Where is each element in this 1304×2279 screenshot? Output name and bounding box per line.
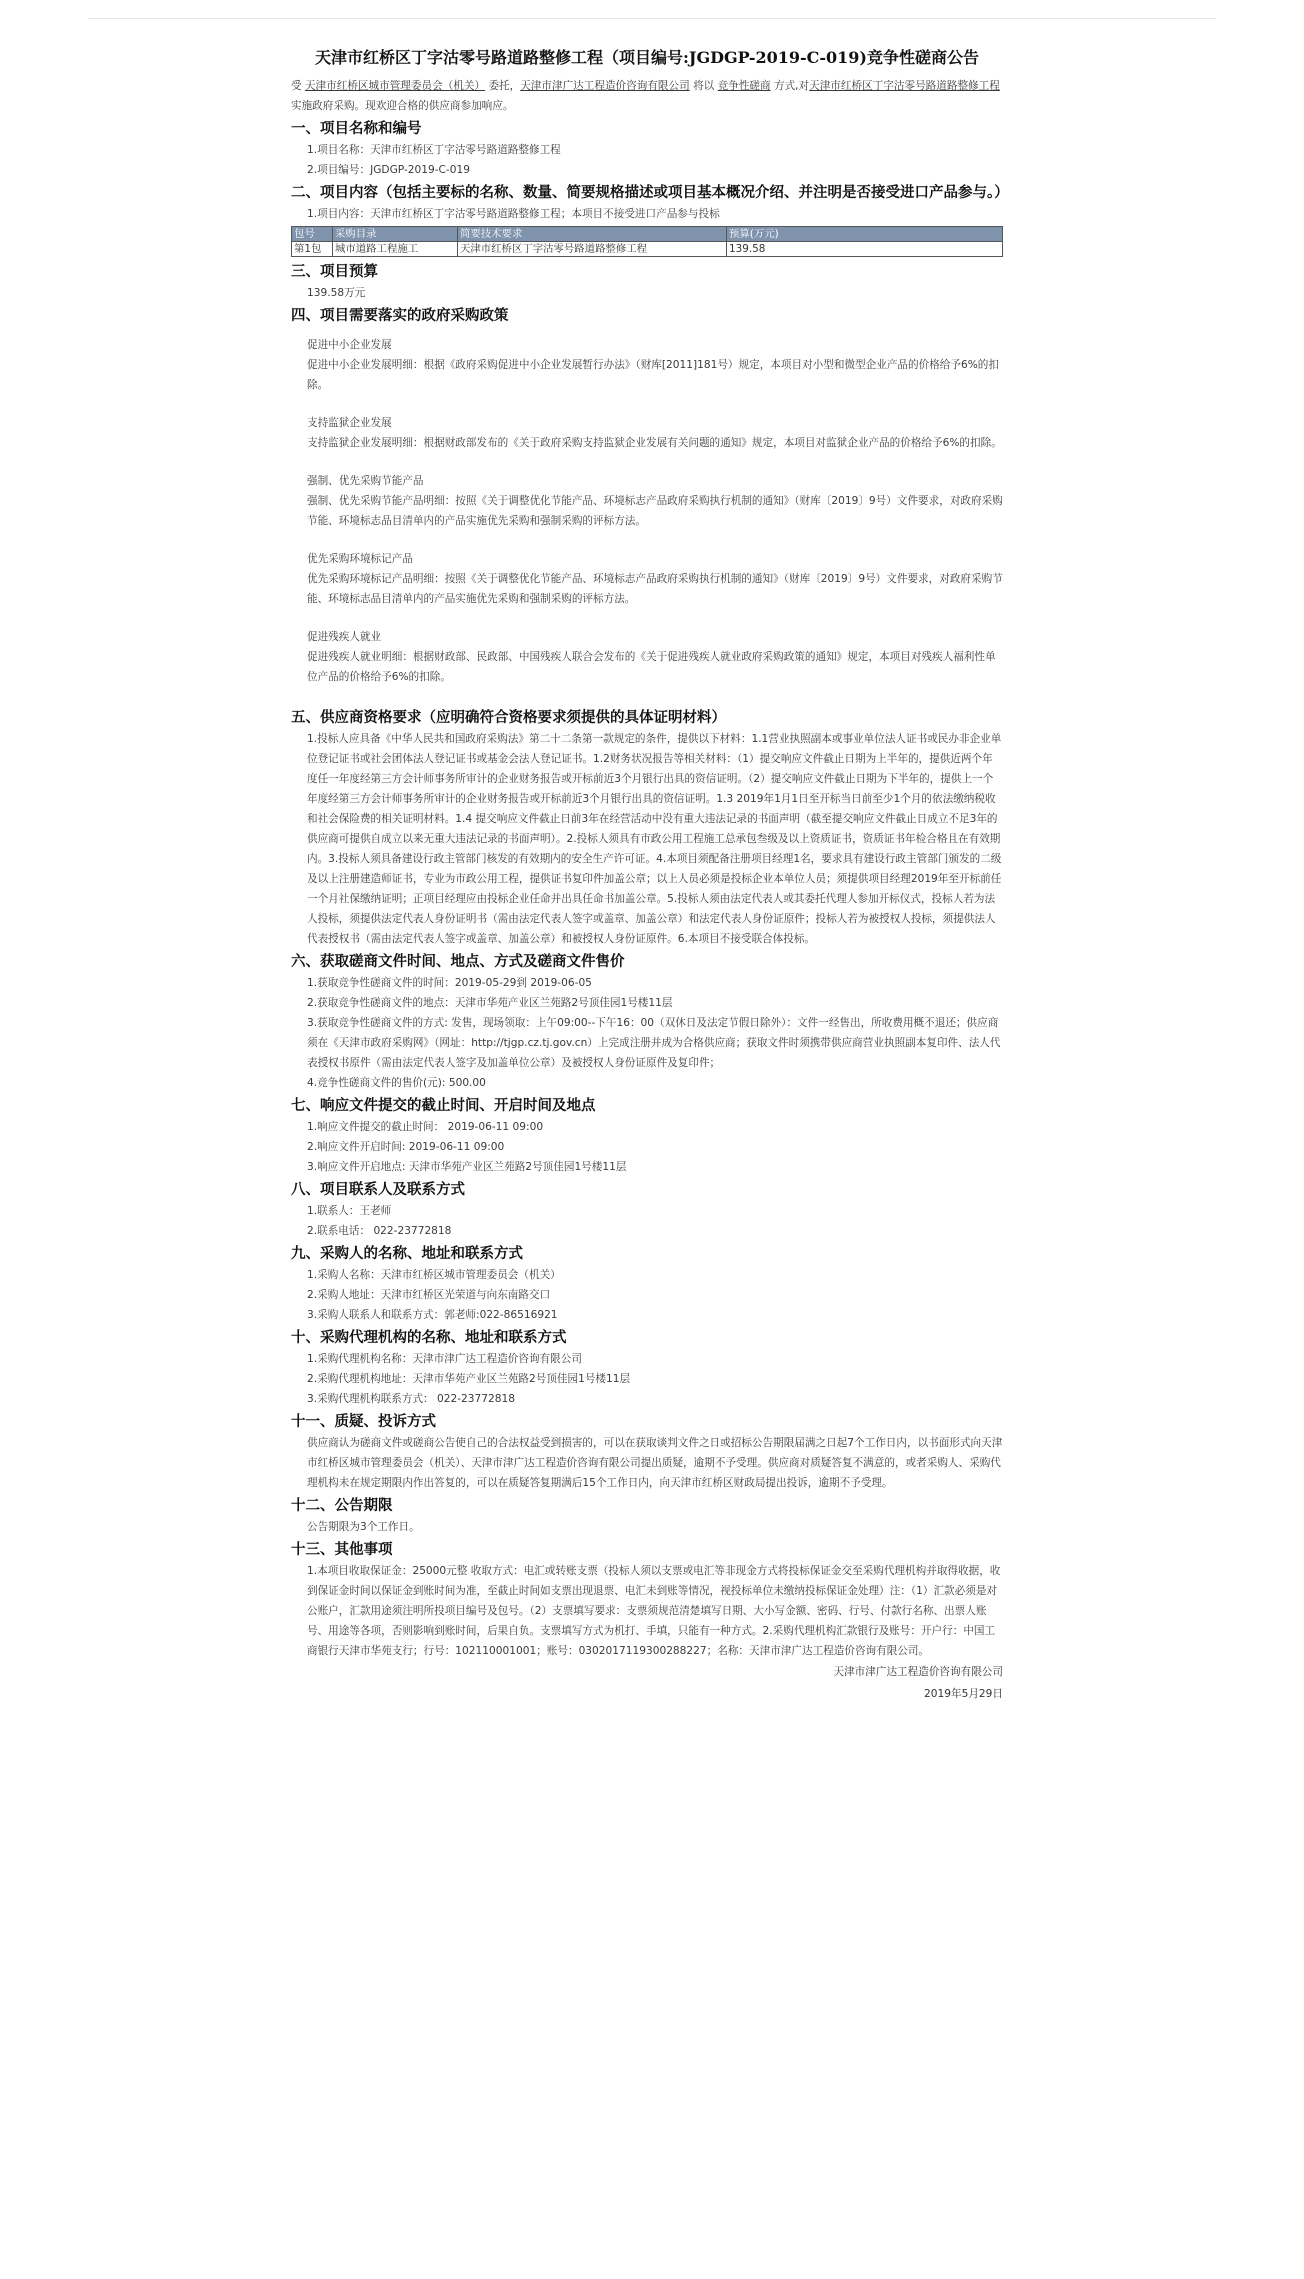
intro-text: 方式,对 (774, 80, 810, 92)
policy-title: 促进中小企业发展 (307, 339, 392, 351)
page-title: 天津市红桥区丁字沽零号路道路整修工程（项目编号:JGDGP-2019-C-019)竞争性磋商公告 (315, 48, 979, 67)
purchaser-contact-line: 3.采购人联系人和联系方式：郭老师:022-86516921 (307, 1309, 558, 1321)
policy-text: 支持监狱企业发展明细：根据财政部发布的《关于政府采购支持监狱企业发展有关问题的通知》规定，本项目对监狱企业产品的价格给予6%的扣除。 (307, 437, 1002, 449)
policy-title: 促进残疾人就业 (307, 631, 382, 643)
table-cell: 天津市红桥区丁字沽零号路道路整修工程 (458, 242, 727, 257)
intro-text: 委托， (488, 80, 521, 92)
section-8-heading: 八、项目联系人及联系方式 (291, 1181, 465, 1198)
section-12-heading: 十二、公告期限 (291, 1497, 393, 1514)
agency-contact-line: 3.采购代理机构联系方式： 022-23772818 (307, 1393, 515, 1405)
notice-period-line: 公告期限为3个工作日。 (307, 1521, 420, 1533)
policy-title: 支持监狱企业发展 (307, 417, 392, 429)
deadline-line: 1.响应文件提交的截止时间： 2019-06-11 09:00 (307, 1121, 544, 1133)
doc-price-line: 4.竞争性磋商文件的售价(元): 500.00 (307, 1077, 486, 1089)
table-header: 简要技术要求 (458, 227, 727, 242)
other-matters-text: 1.本项目收取保证金：25000元整 收取方式：电汇或转账支票（投标人须以支票或电汇等非现金方式将投标保证金交至采购代理机构并取得收据，收到保证金时间以保证金到账时间为准，至截止时间如支票出现退票、电汇未到账等情况，视投标单位未缴纳投标保证金处理）注：（1）汇款必须是对公账户，汇款用途须注明所投项目编号及包号。（2）支票填写要求：支票须规范清楚填写日期、大小写金额、密码、行号、付款行名称、出票人账号、用途等各项，否则影响到账时间，后果自负。支票填写方式为机打、手填，只能有一种方式。2.采购代理机构汇款银行及账号：开户行：中国工商银行天津市华苑支行；行号：102110001001；账号：0302017119300288227；名称：天津市津广达工程造价咨询有限公司。 (307, 1565, 1001, 1657)
top-divider (88, 18, 1216, 19)
agency-address-line: 2.采购代理机构地址：天津市华苑产业区兰苑路2号顶佳园1号楼11层 (307, 1373, 631, 1385)
contact-phone-line: 2.联系电话： 022-23772818 (307, 1225, 452, 1237)
agency-link[interactable]: 天津市津广达工程造价咨询有限公司 (520, 80, 690, 92)
table-header: 包号 (292, 227, 333, 242)
signature-date: 2019年5月29日 (924, 1688, 1003, 1700)
policy-title: 优先采购环境标记产品 (307, 553, 413, 565)
intro-paragraph (291, 76, 1003, 116)
section-1-heading: 一、项目名称和编号 (291, 120, 422, 137)
section-6-heading: 六、获取磋商文件时间、地点、方式及磋商文件售价 (291, 953, 625, 970)
method-text: 竞争性磋商 (717, 80, 771, 92)
table-header: 预算(万元) (727, 227, 1003, 242)
doc-place-line: 2.获取竞争性磋商文件的地点：天津市华苑产业区兰苑路2号顶佳园1号楼11层 (307, 997, 673, 1009)
table-cell: 第1包 (292, 242, 333, 257)
signature-block (291, 1661, 1003, 1705)
opening-place-line: 3.响应文件开启地点: 天津市华苑产业区兰苑路2号顶佳园1号楼11层 (307, 1161, 627, 1173)
section-10-heading: 十、采购代理机构的名称、地址和联系方式 (291, 1329, 567, 1346)
section-5-heading: 五、供应商资格要求（应明确符合资格要求须提供的具体证明材料） (291, 709, 726, 726)
contact-person-line: 1.联系人：王老师 (307, 1205, 392, 1217)
intro-text: 将以 (693, 80, 715, 92)
complaint-text: 供应商认为磋商文件或磋商公告使自己的合法权益受到损害的，可以在获取谈判文件之日或招标公告期限届满之日起7个工作日内，以书面形式向天津市红桥区城市管理委员会（机关）、天津市津广达工程造价咨询有限公司提出质疑，逾期不予受理。供应商对质疑答复不满意的，或者采购人、采购代理机构未在规定期限内作出答复的，可以在质疑答复期满后15个工作日内，向天津市红桥区财政局提出投诉，逾期不予受理。 (307, 1437, 1003, 1489)
agency-name-line: 1.采购代理机构名称：天津市津广达工程造价咨询有限公司 (307, 1353, 582, 1365)
doc-method-line: 3.获取竞争性磋商文件的方式: 发售，现场领取：上午09:00--下午16：00（双休日及法定节假日除外）：文件一经售出，所收费用概不退还；供应商须在《天津市政府采购网》（网址：http://tjgp.cz.tj.gov.cn）上完成注册并成为合格供应商；获取文件时须携带供应商营业执照副本复印件、法人代表授权书原件（需由法定代表人签字及加盖单位公章）及被授权人身份证原件及复印件； (307, 1017, 1001, 1069)
project-number-line: 2.项目编号：JGDGP-2019-C-019 (307, 164, 470, 176)
qualification-text: 1.投标人应具备《中华人民共和国政府采购法》第二十二条第一款规定的条件，提供以下材料：1.1营业执照副本或事业单位法人证书或民办非企业单位登记证书或社会团体法人登记证书或基金会法人登记证书。1.2财务状况报告等相关材料：（1）提交响应文件截止日期为上半年的，提供近两个年度任一年度经第三方会计师事务所审计的企业财务报告或开标前近3个月银行出具的资信证明。（2）提交响应文件截止日期为下半年的，提供上一个年度经第三方会计师事务所审计的企业财务报告或开标前近3个月银行出具的资信证明。1.3 2019年1月1日至开标当日前至少1个月的依法缴纳税收和社会保险费的相关证明材料。1.4 提交响应文件截止日前3年在经营活动中没有重大违法记录的书面声明（截至提交响应文件截止日成立不足3年的供应商可提供自成立以来无重大违法记录的书面声明）。2.投标人须具有市政公用工程施工总承包叁级及以上资质证书，资质证书年检合格且在有效期内。3.投标人须具备建设行政主管部门核发的有效期内的安全生产许可证。4.本项目须配备注册项目经理1名，要求具有建设行政主管部门颁发的二级及以上注册建造师证书，专业为市政公用工程，提供证书复印件加盖公章；以上人员必须是投标企业本单位人员；须提供项目经理2019年至开标前任一个月社保缴纳证明；正项目经理应由投标企业任命并出具任命书加盖公章。5.投标人须由法定代表人或其委托代理人参加开标仪式，投标人若为法人投标，须提供法定代表人身份证明书（需由法定代表人签字或盖章、加盖公章）和法定代表人身份证原件；投标人若为被授权人投标，须提供法人代表授权书（需由法定代表人签字或盖章、加盖公章）和被授权人身份证原件。6.本项目不接受联合体投标。 (307, 733, 1002, 945)
policy-text: 促进中小企业发展明细：根据《政府采购促进中小企业发展暂行办法》（财库[2011]181号）规定，本项目对小型和微型企业产品的价格给予6%的扣除。 (307, 359, 999, 391)
section-3-heading: 三、项目预算 (291, 263, 378, 280)
section-11-heading: 十一、质疑、投诉方式 (291, 1413, 436, 1430)
section-4-heading: 四、项目需要落实的政府采购政策 (291, 307, 509, 324)
table-row (292, 242, 1003, 257)
intro-text: 实施政府采购。现欢迎合格的供应商参加响应。 (291, 100, 514, 112)
policy-title: 强制、优先采购节能产品 (307, 475, 424, 487)
purchaser-address-line: 2.采购人地址：天津市红桥区光荣道与向东南路交口 (307, 1289, 551, 1301)
table-cell: 139.58 (727, 242, 1003, 257)
project-link[interactable]: 天津市红桥区丁字沽零号路道路整修工程 (809, 80, 1000, 92)
section-2-heading: 二、项目内容（包括主要标的名称、数量、简要规格描述或项目基本概况介绍、并注明是否接受进口产品参与。） (291, 184, 1009, 201)
doc-time-line: 1.获取竞争性磋商文件的时间：2019-05-29到 2019-06-05 (307, 977, 592, 989)
purchaser-name-line: 1.采购人名称：天津市红桥区城市管理委员会（机关） (307, 1269, 561, 1281)
signature-org: 天津市津广达工程造价咨询有限公司 (833, 1666, 1003, 1678)
table-header-row (292, 227, 1003, 242)
section-9-heading: 九、采购人的名称、地址和联系方式 (291, 1245, 523, 1262)
package-table (291, 226, 1003, 257)
project-content-line: 1.项目内容：天津市红桥区丁字沽零号路道路整修工程；本项目不接受进口产品参与投标 (307, 208, 720, 220)
announcement-document (291, 46, 1009, 1705)
section-7-heading: 七、响应文件提交的截止时间、开启时间及地点 (291, 1097, 596, 1114)
intro-text: 受 (291, 80, 302, 92)
purchaser-link[interactable]: 天津市红桥区城市管理委员会（机关） (304, 80, 486, 92)
table-header: 采购目录 (333, 227, 458, 242)
section-13-heading: 十三、其他事项 (291, 1541, 393, 1558)
table-cell: 城市道路工程施工 (333, 242, 458, 257)
opening-time-line: 2.响应文件开启时间: 2019-06-11 09:00 (307, 1141, 505, 1153)
policy-text: 强制、优先采购节能产品明细：按照《关于调整优化节能产品、环境标志产品政府采购执行机制的通知》（财库〔2019〕9号）文件要求，对政府采购节能、环境标志品目清单内的产品实施优先采购和强制采购的评标方法。 (307, 495, 1003, 527)
project-name-line: 1.项目名称：天津市红桥区丁字沽零号路道路整修工程 (307, 144, 561, 156)
policy-text: 促进残疾人就业明细：根据财政部、民政部、中国残疾人联合会发布的《关于促进残疾人就业政府采购政策的通知》规定，本项目对残疾人福利性单位产品的价格给予6%的扣除。 (307, 651, 996, 683)
budget-line: 139.58万元 (307, 287, 366, 299)
policy-text: 优先采购环境标记产品明细：按照《关于调整优化节能产品、环境标志产品政府采购执行机制的通知》（财库〔2019〕9号）文件要求，对政府采购节能、环境标志品目清单内的产品实施优先采购和强制采购的评标方法。 (307, 573, 1003, 605)
